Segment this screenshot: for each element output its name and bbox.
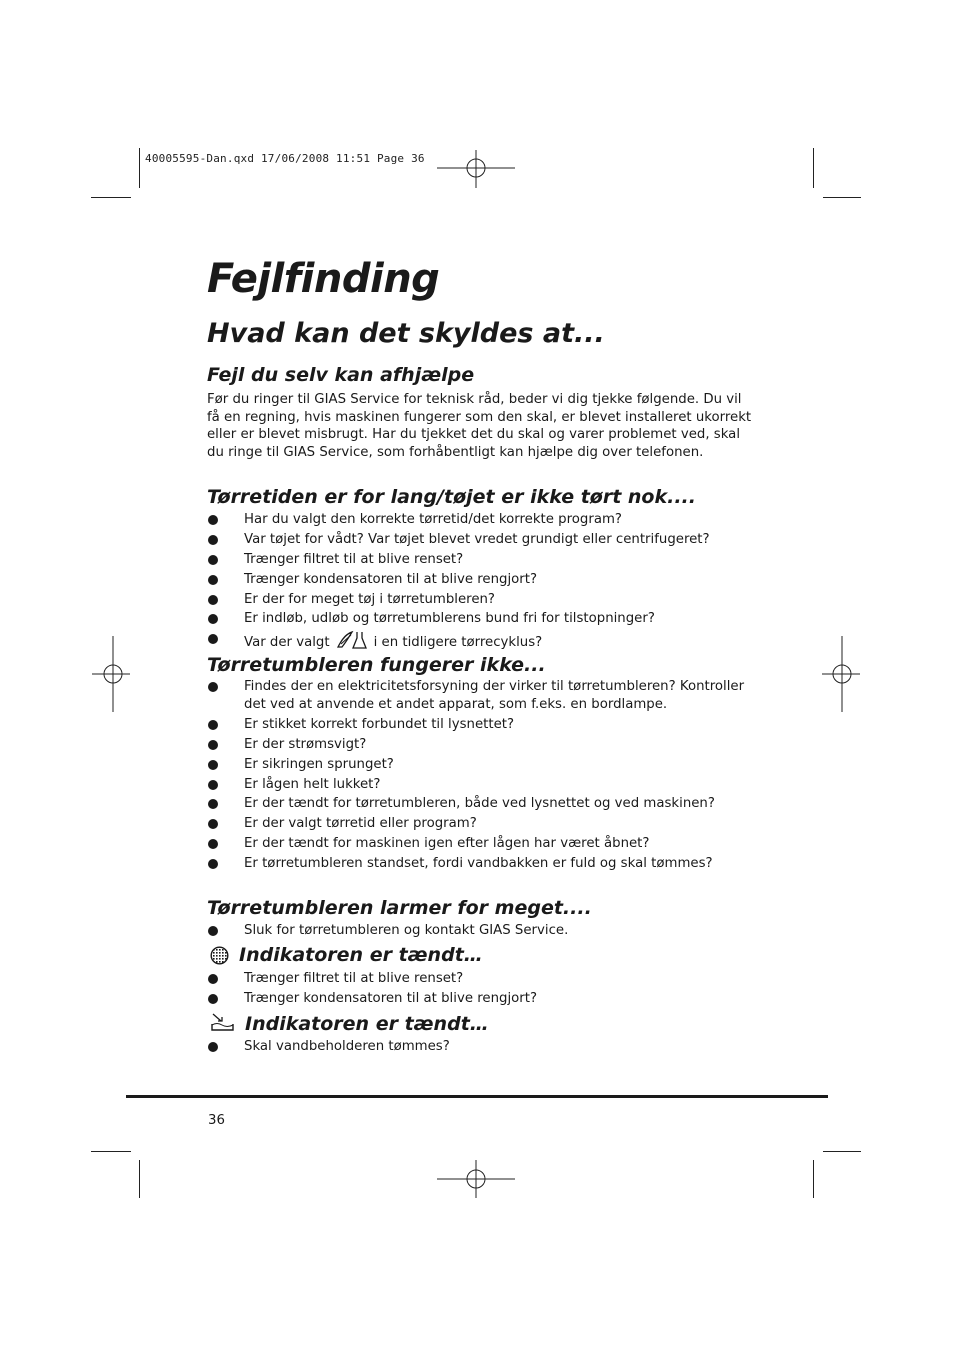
filter-indicator-icon	[210, 946, 229, 965]
list-item: Er tørretumbleren standset, fordi vandbakken er fuld og skal tømmes?	[207, 855, 752, 873]
bullet-icon	[208, 720, 218, 730]
section-heading: Indikatoren er tændt…	[239, 944, 483, 966]
page-number: 36	[208, 1113, 225, 1128]
list-item: Trænger filtret til at blive renset?	[207, 551, 752, 569]
crop-mark	[813, 1160, 814, 1198]
list-item: Er sikringen sprunget?	[207, 756, 752, 774]
list-item: Er der valgt tørretid eller program?	[207, 815, 752, 833]
list-item: Er der strømsvigt?	[207, 736, 752, 754]
print-slug: 40005595-Dan.qxd 17/06/2008 11:51 Page 36	[145, 152, 425, 165]
list-item: Er der tændt for tørretumbleren, både ved lysnettet og ved maskinen?	[207, 795, 752, 813]
section-heading: Indikatoren er tændt…	[245, 1013, 489, 1035]
intro-paragraph: Før du ringer til GIAS Service for teknisk råd, beder vi dig tjekke følgende. Du vil få en regning, hvis maskinen fungerer som den skal, er blevet installeret ukorrekt eller er blevet misbrugt. Har du tjekket det du skal og varer problemet ved, skal du ringe til GIAS Service, som forhåbentligt kan hjælpe dig over telefonen.	[207, 392, 752, 460]
bullet-icon	[208, 634, 218, 644]
bullet-icon	[208, 515, 218, 525]
bullet-icon	[208, 595, 218, 605]
list-item: Findes der en elektricitetsforsyning der virker til tørretumbleren? Kontroller det ved at anvende et andet apparat, som f.eks. en bordlampe.	[207, 678, 752, 714]
bullet-icon	[208, 682, 218, 692]
water-container-indicator-icon	[209, 1012, 236, 1034]
page-title: Fejlfinding	[207, 256, 440, 302]
crop-mark	[139, 148, 140, 188]
bullet-icon	[208, 859, 218, 869]
list-item: Trænger kondensatoren til at blive rengjort?	[207, 990, 752, 1008]
crop-mark	[139, 1160, 140, 1198]
footer-rule	[126, 1095, 828, 1098]
crop-mark	[91, 1151, 131, 1152]
bullet-icon	[208, 555, 218, 565]
bullet-list	[207, 678, 752, 875]
section-heading: Tørretumbleren fungerer ikke...	[207, 654, 546, 676]
list-item: Har du valgt den korrekte tørretid/det korrekte program?	[207, 511, 752, 529]
bullet-icon	[208, 575, 218, 585]
list-item: Trænger filtret til at blive renset?	[207, 970, 752, 988]
list-item: Var der valgt i en tidligere tørrecyklus?	[207, 630, 752, 652]
bullet-icon	[208, 974, 218, 984]
bullet-icon	[208, 994, 218, 1004]
list-item: Er der tændt for maskinen igen efter lågen har været åbnet?	[207, 835, 752, 853]
bullet-icon	[208, 1042, 218, 1052]
list-item: Er indløb, udløb og tørretumblerens bund fri for tilstopninger?	[207, 610, 752, 628]
bullet-list	[207, 1038, 752, 1058]
bullet-icon	[208, 780, 218, 790]
bullet-list	[207, 922, 752, 942]
crop-mark	[813, 148, 814, 188]
registration-mark-icon	[92, 636, 132, 714]
list-item: Er stikket korrekt forbundet til lysnettet?	[207, 716, 752, 734]
bullet-icon	[208, 819, 218, 829]
list-item: Trænger kondensatoren til at blive rengjort?	[207, 571, 752, 589]
bullet-icon	[208, 535, 218, 545]
crop-mark	[823, 1151, 861, 1152]
section-heading: Tørretumbleren larmer for meget....	[207, 897, 592, 919]
bullet-list	[207, 970, 752, 1010]
bullet-icon	[208, 760, 218, 770]
page-subtitle: Hvad kan det skyldes at...	[207, 318, 605, 349]
registration-mark-icon	[822, 636, 862, 714]
bullet-icon	[208, 740, 218, 750]
list-item: Er lågen helt lukket?	[207, 776, 752, 794]
list-item: Sluk for tørretumbleren og kontakt GIAS Service.	[207, 922, 752, 940]
bullet-icon	[208, 926, 218, 936]
registration-mark-icon	[437, 1160, 517, 1200]
list-item: Er der for meget tøj i tørretumbleren?	[207, 591, 752, 609]
list-item: Var tøjet for vådt? Var tøjet blevet vredet grundigt eller centrifugeret?	[207, 531, 752, 549]
bullet-icon	[208, 614, 218, 624]
bullet-list	[207, 511, 752, 654]
section-heading: Tørretiden er for lang/tøjet er ikke tørt nok....	[207, 486, 696, 508]
crop-mark	[823, 197, 861, 198]
bullet-icon	[208, 839, 218, 849]
crop-mark	[91, 197, 131, 198]
bullet-icon	[208, 799, 218, 809]
list-item: Skal vandbeholderen tømmes?	[207, 1038, 752, 1056]
registration-mark-icon	[437, 150, 517, 190]
delicate-fabric-icon	[336, 630, 368, 650]
section-heading: Fejl du selv kan afhjælpe	[207, 364, 475, 386]
